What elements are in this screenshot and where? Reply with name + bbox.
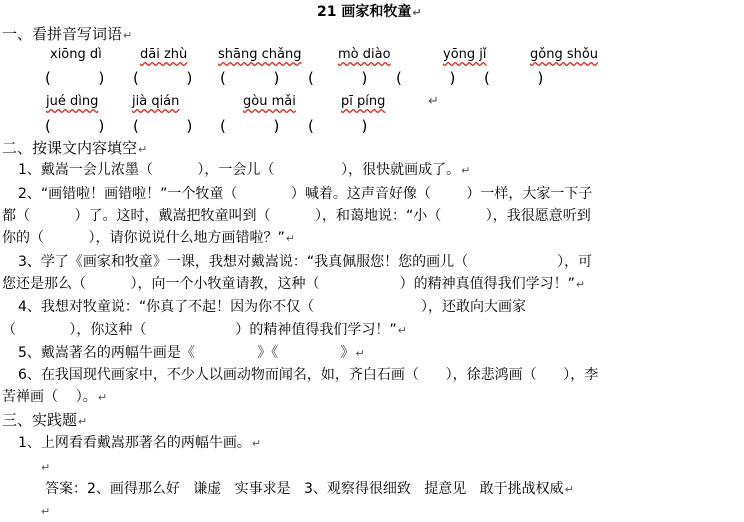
question-line: 您还是那么（ ），向一个小牧童请教，这种（ ）的精神真值得我们学习！”↵ bbox=[2, 276, 586, 292]
pinyin-item: pī píng bbox=[341, 94, 386, 109]
pinyin-item: gǒng shǒu bbox=[530, 47, 599, 62]
question-line: 1、上网看看戴嵩那著名的两幅牛画。↵ bbox=[18, 435, 262, 451]
answer-blank[interactable]: ( ) bbox=[308, 117, 368, 135]
page-title: 21 画家和牧童↵ bbox=[317, 4, 422, 20]
question-line: 2、“画错啦！画错啦！”一个牧童（ ）喊着。这声音好像（ ）一样，大家一下子 bbox=[18, 186, 593, 202]
pinyin-item: xiōng dì bbox=[50, 47, 102, 62]
question-line: 4、我想对牧童说：“你真了不起！因为你不仅（ ），还敢向大画家 bbox=[18, 299, 526, 315]
answer-blank[interactable]: ( ) bbox=[220, 69, 280, 87]
pinyin-item: gòu mǎi bbox=[243, 94, 296, 109]
question-line: 5、戴嵩著名的两幅牛画是《 》《 》↵ bbox=[18, 345, 365, 361]
answer-blank[interactable]: ( ) bbox=[45, 117, 105, 135]
paragraph-mark: ↵ bbox=[428, 94, 439, 109]
answer-blank[interactable]: ( ) bbox=[308, 69, 368, 87]
pinyin-item: jué dìng bbox=[46, 94, 99, 109]
answer-key: 答案：2、画得那么好 谦虚 实事求是 3、观察得很细致 提意见 敢于挑战权威↵ bbox=[45, 481, 574, 497]
paragraph-mark: ↵ bbox=[41, 461, 51, 474]
question-line: （ ），你这种（ ）的精神值得我们学习！”↵ bbox=[2, 322, 407, 338]
pinyin-item: shāng chǎng bbox=[218, 47, 302, 62]
question-line: 6、在我国现代画家中，不少人以画动物而闻名，如，齐白石画（ ），徐悲鸿画（ ），李 bbox=[18, 367, 599, 383]
pinyin-item: jià qián bbox=[132, 94, 180, 109]
question-line: 你的（ ），请你说说什么地方画错啦？”↵ bbox=[2, 230, 295, 246]
answer-blank[interactable]: ( ) bbox=[220, 117, 280, 135]
answer-blank[interactable]: ( ) bbox=[396, 69, 456, 87]
question-line: 3、学了《画家和牧童》一课，我想对戴嵩说：“我真佩服您！您的画儿（ ），可 bbox=[18, 254, 593, 270]
question-line: 1、戴嵩一会儿浓墨（ ），一会儿（ ），很快就画成了。↵ bbox=[18, 162, 471, 178]
answer-blank[interactable]: ( ) bbox=[133, 117, 193, 135]
pinyin-item: mò diào bbox=[338, 47, 391, 62]
section-heading: 一、看拼音写词语↵ bbox=[2, 25, 133, 43]
paragraph-mark: ↵ bbox=[41, 505, 51, 518]
pinyin-item: yōng jǐ bbox=[443, 47, 487, 62]
pinyin-item: dāi zhù bbox=[140, 47, 188, 62]
question-line: 苦禅画（ ）。↵ bbox=[2, 389, 108, 405]
section-heading: 三、实践题↵ bbox=[2, 411, 88, 429]
question-line: 都（ ）了。这时，戴嵩把牧童叫到（ ），和蔼地说：“小（ ），我很愿意听到 bbox=[2, 208, 591, 224]
section-heading: 二、按课文内容填空↵ bbox=[2, 139, 148, 157]
answer-blank[interactable]: ( ) bbox=[133, 69, 193, 87]
answer-blank[interactable]: ( ) bbox=[45, 69, 105, 87]
answer-blank[interactable]: ( ) bbox=[484, 69, 544, 87]
